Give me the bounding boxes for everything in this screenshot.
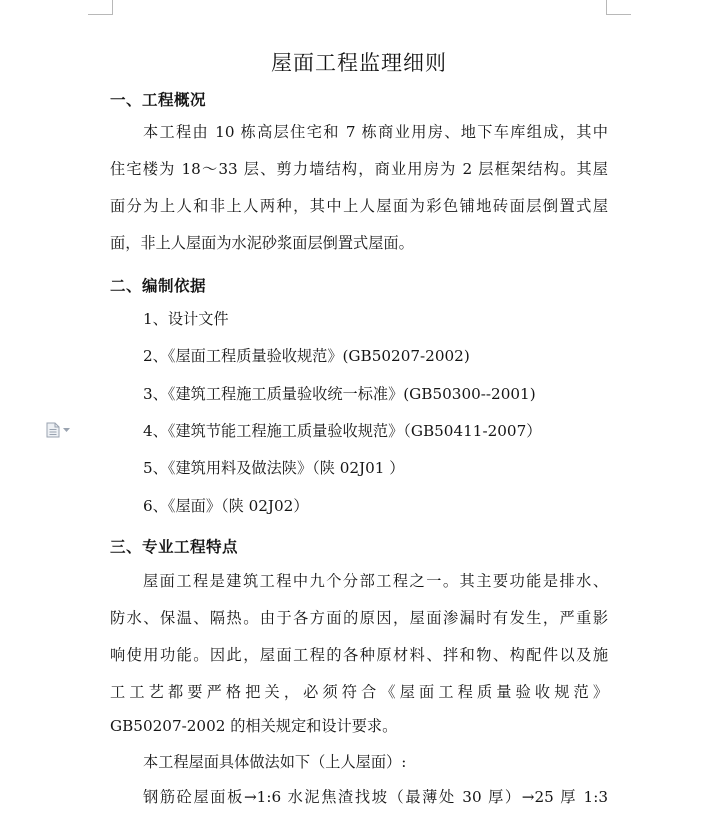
paragraph-line: 防水、保温、隔热。由于各方面的原因，屋面渗漏时有发生，严重影 bbox=[110, 609, 608, 627]
list-item: 5、《建筑用料及做法陕》（陕 02J01 ） bbox=[143, 459, 405, 477]
paragraph-line: 住宅楼为 18～33 层、剪力墙结构，商业用房为 2 层框架结构。其屋 bbox=[110, 160, 608, 178]
page-title: 屋面工程监理细则 bbox=[271, 51, 447, 75]
section-heading-basis: 二、编制依据 bbox=[110, 277, 207, 295]
paragraph-line: GB50207-2002 的相关规定和设计要求。 bbox=[110, 717, 398, 735]
page-crop-mark-left bbox=[88, 0, 113, 15]
paragraph-line: 钢筋砼屋面板→1:6 水泥焦渣找坡（最薄处 30 厚）→25 厚 1:3 bbox=[143, 788, 608, 806]
paste-options-button[interactable] bbox=[46, 422, 70, 438]
page-crop-mark-right bbox=[606, 0, 631, 15]
paragraph-line: 屋面工程是建筑工程中九个分部工程之一。其主要功能是排水、 bbox=[143, 572, 608, 590]
list-item: 6、《屋面》（陕 02J02） bbox=[143, 497, 309, 515]
paragraph-line: 响使用功能。因此，屋面工程的各种原材料、拌和物、构配件以及施 bbox=[110, 646, 608, 664]
paragraph-line: 面，非上人屋面为水泥砂浆面层倒置式屋面。 bbox=[110, 234, 414, 252]
list-item: 2、《屋面工程质量验收规范》(GB50207-2002) bbox=[143, 347, 470, 365]
section-heading-overview: 一、工程概况 bbox=[110, 91, 207, 109]
section-heading-features: 三、专业工程特点 bbox=[110, 538, 239, 556]
paragraph-line: 本工程屋面具体做法如下（上人屋面）: bbox=[143, 753, 407, 771]
list-item: 4、《建筑节能工程施工质量验收规范》（GB50411-2007） bbox=[143, 422, 542, 440]
paragraph-line: 本工程由 10 栋高层住宅和 7 栋商业用房、地下车库组成，其中 bbox=[143, 123, 608, 141]
dropdown-arrow-icon bbox=[63, 428, 70, 432]
list-item: 1、设计文件 bbox=[143, 310, 229, 328]
paragraph-line: 面分为上人和非上人两种，其中上人屋面为彩色铺地砖面层倒置式屋 bbox=[110, 197, 608, 215]
list-item: 3、《建筑工程施工质量验收统一标准》(GB50300--2001) bbox=[143, 385, 536, 403]
paragraph-line: 工工艺都要严格把关，必须符合《屋面工程质量验收规范》 bbox=[110, 683, 608, 701]
document-icon bbox=[46, 422, 60, 438]
